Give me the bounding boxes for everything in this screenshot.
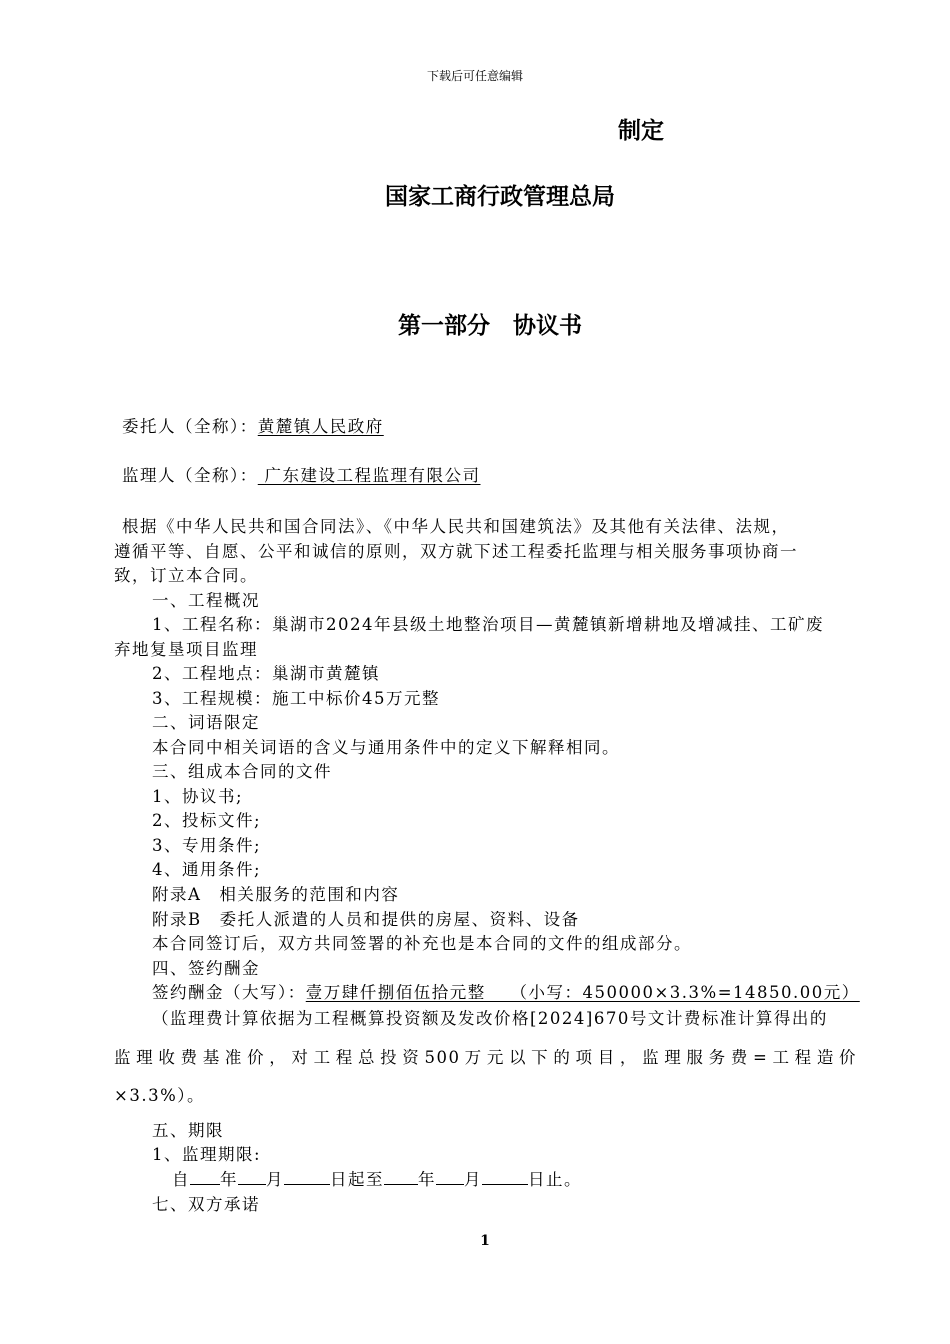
period-year-label: 年 [220,1170,238,1189]
blank-start-year[interactable] [190,1170,220,1185]
document-item: 2、投标文件; [152,811,262,830]
section-2-text: 本合同中相关词语的含义与通用条件中的定义下解释相同。 [152,738,620,757]
project-name-line-1: 1、工程名称：巢湖市2024年县级土地整治项目—黄麓镇新增耕地及增减挂、工矿废 [152,615,824,634]
period-end: 日止。 [528,1170,582,1189]
intro-line-2: 遵循平等、自愿、公平和诚信的原则，双方就下述工程委托监理与相关服务事项协商一 [114,542,798,561]
bureau-heading: 国家工商行政管理总局 [385,183,615,210]
fee-line [152,979,860,1003]
fee-basis-line-2: 监理收费基准价，对工程总投资500万元以下的项目，监理服务费=工程造价 [114,1048,857,1067]
supervisor-value: 广东建设工程监理有限公司 [257,466,481,485]
section-4-title: 四、签约酬金 [152,959,260,978]
blank-start-month[interactable] [238,1170,266,1185]
supervisor-label: 监理人（全称）： [122,466,258,485]
header-note: 下载后可任意编辑 [426,69,523,83]
appendix-b: 附录B 委托人派遣的人员和提供的房屋、资料、设备 [152,910,580,929]
fee-value: 壹万肆仟捌佰伍拾元整 （小写：450000×3.3%=14850.00元） [305,983,860,1002]
section-3-title: 三、组成本合同的文件 [152,762,332,781]
blank-start-day[interactable] [284,1170,330,1185]
fee-basis-line-3: ×3.3%）。 [114,1086,205,1105]
client-line [122,413,384,437]
project-location: 2、工程地点：巢湖市黄麓镇 [152,664,380,683]
section-5-title: 五、期限 [152,1121,224,1140]
supervisor-line [122,462,481,486]
document-item: 1、协议书; [152,787,244,806]
period-year-label: 年 [418,1170,436,1189]
section-7-title: 七、双方承诺 [152,1195,260,1214]
period-month-label: 月 [266,1170,284,1189]
blank-end-month[interactable] [436,1170,464,1185]
section-2-title: 二、词语限定 [152,713,260,732]
appendix-a: 附录A 相关服务的范围和内容 [152,885,400,904]
page-number: 1 [480,1233,490,1249]
intro-line-1: 根据《中华人民共和国合同法》、《中华人民共和国建筑法》及其他有关法律、法规， [122,517,790,536]
period-to: 日起至 [330,1170,384,1189]
document-item: 3、专用条件; [152,836,262,855]
client-label: 委托人（全称）： [122,417,258,436]
section-1-title: 一、工程概况 [152,591,260,610]
period-from: 自 [172,1170,190,1189]
supervision-period-label: 1、监理期限: [152,1145,262,1164]
section-3-note: 本合同签订后，双方共同签署的补充也是本合同的文件的组成部分。 [152,934,692,953]
part-title: 第一部分 协议书 [398,312,582,339]
project-name-line-2: 弃地复垦项目监理 [114,640,258,659]
project-scale: 3、工程规模：施工中标价45万元整 [152,689,440,708]
blank-end-day[interactable] [482,1170,528,1185]
intro-line-3: 致，订立本合同。 [114,566,258,585]
period-month-label: 月 [464,1170,482,1189]
fee-label: 签约酬金（大写）： [152,983,306,1002]
issuer-heading: 制定 [618,117,664,144]
client-value: 黄麓镇人民政府 [257,417,384,436]
document-item: 4、通用条件; [152,860,262,879]
blank-end-year[interactable] [384,1170,418,1185]
fee-basis-line-1: （监理费计算依据为工程概算投资额及发改价格[2024]670号文计费标准计算得出的 [152,1009,828,1028]
period-line [172,1166,582,1190]
